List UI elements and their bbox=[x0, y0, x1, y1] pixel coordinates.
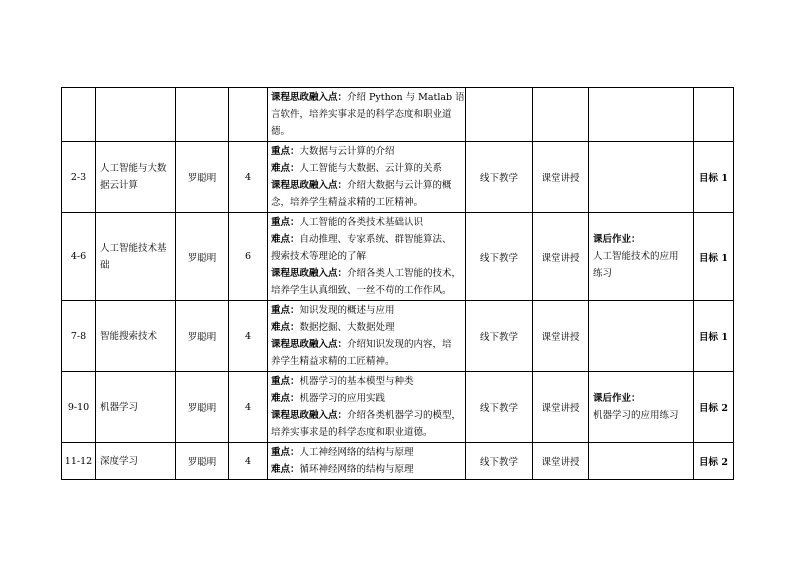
goal-cell bbox=[694, 88, 734, 142]
content-line bbox=[271, 194, 462, 211]
topic-cell bbox=[96, 372, 176, 443]
hours-cell: 4 bbox=[229, 372, 268, 443]
teacher-cell: 罗聪明 bbox=[176, 372, 229, 443]
content-label: 难点： bbox=[271, 322, 300, 333]
content-line bbox=[271, 214, 462, 231]
content-text: 念，培养学生精益求精的工匠精神。 bbox=[271, 197, 424, 208]
week-cell: 11-12 bbox=[62, 443, 96, 480]
homework-cell bbox=[589, 443, 694, 480]
content-text: 言软件，培养实事求是的科学态度和职业道 bbox=[271, 109, 452, 120]
content-cell bbox=[268, 372, 466, 443]
content-line bbox=[271, 160, 462, 177]
table-row bbox=[62, 372, 734, 443]
content-text: 自动推理、专家系统、群智能算法、 bbox=[299, 234, 452, 245]
goal-cell: 目标 2 bbox=[694, 372, 734, 443]
content-line bbox=[271, 248, 462, 265]
teacher-cell: 罗聪明 bbox=[176, 301, 229, 372]
teacher-cell: 罗聪明 bbox=[176, 443, 229, 480]
topic-line: 深度学习 bbox=[100, 455, 139, 467]
content-text: 机器学习的基本模型与种类 bbox=[299, 376, 414, 387]
teaching-mode-cell: 线下教学 bbox=[466, 142, 533, 213]
teaching-method-cell: 课堂讲授 bbox=[533, 213, 589, 301]
content-cell bbox=[268, 213, 466, 301]
content-label: 重点： bbox=[271, 376, 300, 387]
content-line bbox=[271, 143, 462, 160]
teaching-mode-cell: 线下教学 bbox=[466, 443, 533, 480]
week-cell: 7-8 bbox=[62, 301, 96, 372]
topic-cell bbox=[96, 213, 176, 301]
content-text: 介绍大数据与云计算的概 bbox=[347, 180, 452, 191]
content-text: 德。 bbox=[271, 126, 291, 137]
content-line bbox=[271, 461, 462, 478]
content-line bbox=[271, 319, 462, 336]
homework-cell bbox=[589, 301, 694, 372]
week-cell: 9-10 bbox=[62, 372, 96, 443]
content-line bbox=[271, 282, 462, 299]
topic-line: 础 bbox=[100, 259, 110, 271]
teaching-method-cell: 课堂讲授 bbox=[533, 301, 589, 372]
content-text: 介绍 Python 与 Matlab 语 bbox=[347, 92, 465, 103]
topic-line: 据云计算 bbox=[100, 180, 139, 191]
content-line bbox=[271, 424, 462, 441]
teaching-method-cell: 课堂讲授 bbox=[533, 142, 589, 213]
content-text: 人工智能的各类技术基础认识 bbox=[299, 217, 424, 228]
hours-cell bbox=[229, 88, 268, 142]
content-label: 难点： bbox=[271, 163, 300, 174]
content-cell bbox=[268, 443, 466, 480]
content-line bbox=[271, 407, 462, 424]
topic-line: 机器学习 bbox=[100, 401, 139, 413]
topic-cell bbox=[96, 443, 176, 480]
teacher-cell: 罗聪明 bbox=[176, 213, 229, 301]
content-text: 介绍各类机器学习的模型， bbox=[347, 410, 462, 421]
content-cell bbox=[268, 142, 466, 213]
content-label: 课程思政融入点： bbox=[271, 92, 348, 103]
content-label: 重点： bbox=[271, 305, 300, 316]
topic-cell bbox=[96, 301, 176, 372]
content-text: 知识发现的概述与应用 bbox=[299, 305, 395, 316]
table-row bbox=[62, 443, 734, 480]
topic-line: 人工智能技术基 bbox=[100, 242, 167, 254]
topic-line: 智能搜索技术 bbox=[100, 330, 158, 342]
teaching-mode-cell: 线下教学 bbox=[466, 372, 533, 443]
content-label: 课程思政融入点： bbox=[271, 339, 348, 350]
content-text: 机器学习的应用实践 bbox=[299, 393, 386, 404]
table-row bbox=[62, 213, 734, 301]
content-line bbox=[271, 390, 462, 407]
content-cell bbox=[268, 301, 466, 372]
content-line bbox=[271, 373, 462, 390]
course-schedule-table bbox=[61, 87, 734, 480]
content-line bbox=[271, 302, 462, 319]
homework-cell bbox=[589, 213, 694, 301]
teaching-mode-cell: 线下教学 bbox=[466, 213, 533, 301]
content-line bbox=[271, 177, 462, 194]
content-label: 难点： bbox=[271, 464, 300, 475]
goal-cell: 目标 2 bbox=[694, 443, 734, 480]
content-label: 课程思政融入点： bbox=[271, 410, 348, 421]
content-label: 重点： bbox=[271, 217, 300, 228]
content-text: 数据挖掘、大数据处理 bbox=[299, 322, 395, 333]
teaching-method-cell bbox=[533, 88, 589, 142]
teaching-method-cell: 课堂讲授 bbox=[533, 443, 589, 480]
content-line bbox=[271, 106, 462, 123]
content-line bbox=[271, 123, 462, 140]
content-label: 难点： bbox=[271, 234, 300, 245]
content-label: 重点： bbox=[271, 146, 300, 157]
homework-label: 课后作业： bbox=[593, 234, 641, 245]
week-cell: 4-6 bbox=[62, 213, 96, 301]
content-line bbox=[271, 231, 462, 248]
goal-cell: 目标 1 bbox=[694, 142, 734, 213]
hours-cell: 6 bbox=[229, 213, 268, 301]
content-text: 大数据与云计算的介绍 bbox=[299, 146, 395, 157]
content-line bbox=[271, 444, 462, 461]
content-text: 培养实事求是的科学态度和职业道德。 bbox=[271, 427, 433, 438]
table-row bbox=[62, 142, 734, 213]
content-text: 介绍各类人工智能的技术， bbox=[347, 268, 462, 279]
content-text: 人工智能与大数据、云计算的关系 bbox=[299, 163, 443, 174]
hours-cell: 4 bbox=[229, 443, 268, 480]
content-label: 课程思政融入点： bbox=[271, 180, 348, 191]
content-text: 培养学生认真细致、一丝不苟的工作作风。 bbox=[271, 285, 452, 296]
teaching-method-cell: 课堂讲授 bbox=[533, 372, 589, 443]
goal-cell: 目标 1 bbox=[694, 301, 734, 372]
homework-label: 课后作业： bbox=[593, 393, 641, 404]
hours-cell: 4 bbox=[229, 142, 268, 213]
table-row bbox=[62, 301, 734, 372]
table-row bbox=[62, 88, 734, 142]
week-cell: 2-3 bbox=[62, 142, 96, 213]
homework-line: 人工智能技术的应用 bbox=[593, 251, 679, 262]
homework-cell bbox=[589, 88, 694, 142]
content-cell bbox=[268, 88, 466, 142]
content-label: 难点： bbox=[271, 393, 300, 404]
content-text: 搜索技术等理论的了解 bbox=[271, 251, 367, 262]
week-cell bbox=[62, 88, 96, 142]
teacher-cell bbox=[176, 88, 229, 142]
topic-line: 人工智能与大数 bbox=[100, 163, 167, 174]
homework-cell bbox=[589, 372, 694, 443]
teacher-cell: 罗聪明 bbox=[176, 142, 229, 213]
homework-cell bbox=[589, 142, 694, 213]
content-line bbox=[271, 89, 465, 106]
content-text: 循环神经网络的结构与原理 bbox=[299, 464, 414, 475]
hours-cell: 4 bbox=[229, 301, 268, 372]
content-line bbox=[271, 265, 462, 282]
content-text: 人工神经网络的结构与原理 bbox=[299, 447, 414, 458]
schedule-body bbox=[62, 88, 734, 480]
content-label: 课程思政融入点： bbox=[271, 268, 348, 279]
homework-line: 练习 bbox=[593, 268, 613, 279]
teaching-mode-cell: 线下教学 bbox=[466, 301, 533, 372]
goal-cell: 目标 1 bbox=[694, 213, 734, 301]
content-text: 养学生精益求精的工匠精神。 bbox=[271, 356, 395, 367]
topic-cell bbox=[96, 142, 176, 213]
homework-line: 机器学习的应用练习 bbox=[593, 410, 679, 421]
teaching-mode-cell bbox=[466, 88, 533, 142]
content-text: 介绍知识发现的内容，培 bbox=[347, 339, 452, 350]
content-label: 重点： bbox=[271, 447, 300, 458]
topic-cell bbox=[96, 88, 176, 142]
content-line bbox=[271, 353, 462, 370]
content-line bbox=[271, 336, 462, 353]
